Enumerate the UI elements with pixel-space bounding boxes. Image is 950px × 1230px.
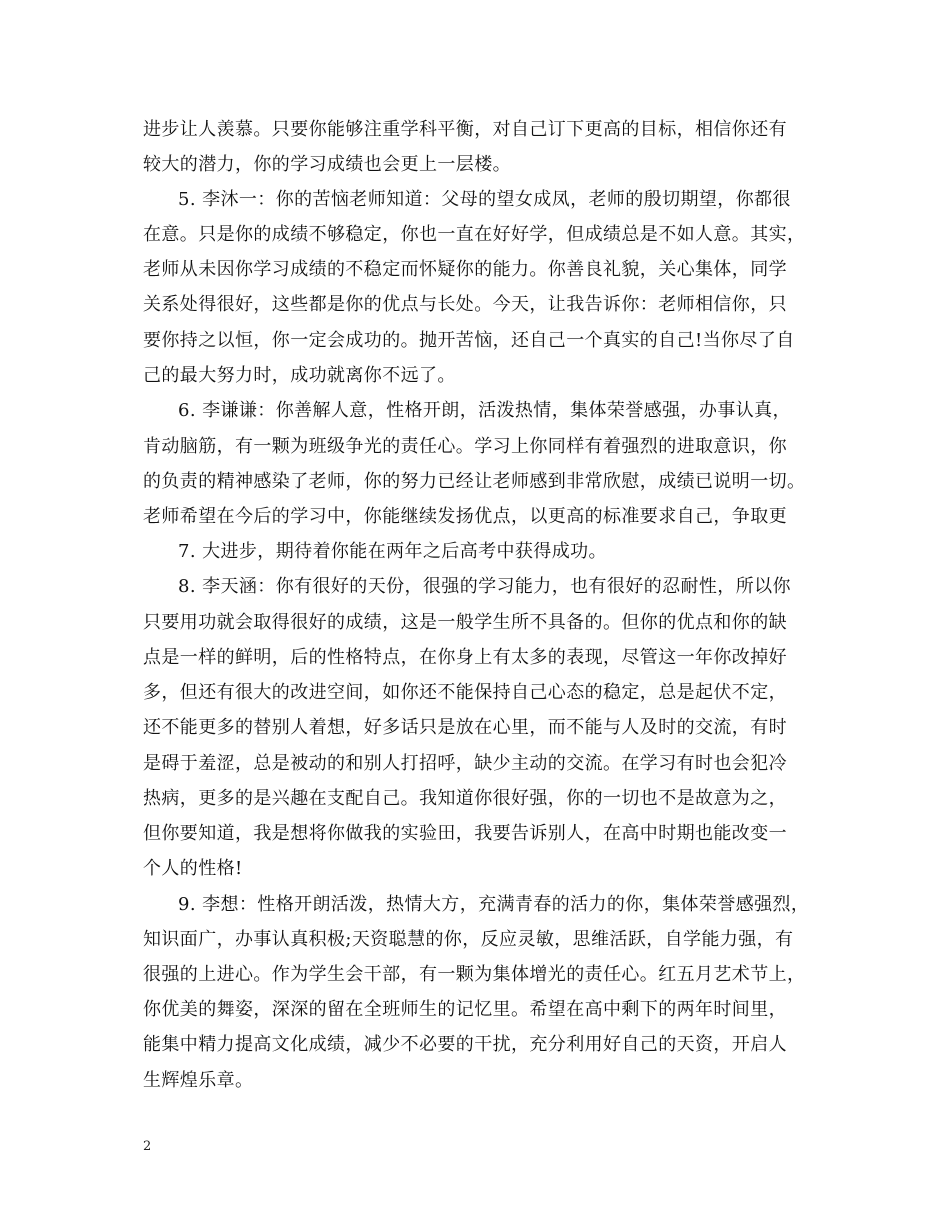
text-line: 的负责的精神感染了老师，你的努力已经让老师感到非常欣慰，成绩已说明一切。: [143, 471, 806, 492]
text-line: 较大的潜力，你的学习成绩也会更上一层楼。: [143, 154, 511, 175]
text-line: 个人的性格!: [143, 858, 243, 879]
text-line: 8. 李天涵：你有很好的天份，很强的学习能力，也有很好的忍耐性，所以你: [178, 576, 791, 597]
text-line: 老师从未因你学习成绩的不稳定而怀疑你的能力。你善良礼貌，关心集体，同学: [143, 259, 787, 280]
text-line: 知识面广，办事认真积极;天资聪慧的你，反应灵敏，思维活跃，自学能力强，有: [143, 929, 794, 950]
text-line: 肯动脑筋，有一颗为班级争光的责任心。学习上你同样有着强烈的进取意识，你: [143, 436, 787, 457]
text-line: 能集中精力提高文化成绩，减少不必要的干扰，充分利用好自己的天资，开启人: [143, 1034, 787, 1055]
text-line: 5. 李沐一：你的苦恼老师知道：父母的望女成凤，老师的殷切期望，你都很: [178, 189, 791, 210]
text-line: 点是一样的鲜明，后的性格特点，在你身上有太多的表现，尽管这一年你改掉好: [143, 647, 787, 668]
text-line: 生辉煌乐章。: [143, 1070, 254, 1091]
text-line: 老师希望在今后的学习中，你能继续发扬优点，以更高的标准要求自己，争取更: [143, 506, 787, 527]
text-line: 7. 大进步，期待着你能在两年之后高考中获得成功。: [178, 541, 607, 562]
text-line: 但你要知道，我是想将你做我的实验田，我要告诉别人，在高中时期也能改变一: [143, 823, 787, 844]
text-line: 只要用功就会取得很好的成绩，这是一般学生所不具备的。但你的优点和你的缺: [143, 612, 787, 633]
text-line: 你优美的舞姿，深深的留在全班师生的记忆里。希望在高中剩下的两年时间里，: [143, 999, 787, 1020]
text-line: 多，但还有很大的改进空间，如你还不能保持自己心态的稳定，总是起伏不定，: [143, 682, 787, 703]
text-line: 热病，更多的是兴趣在支配自己。我知道你很好强，你的一切也不是故意为之，: [143, 788, 787, 809]
text-line: 还不能更多的替别人着想，好多话只是放在心里，而不能与人及时的交流，有时: [143, 717, 787, 738]
text-line: 9. 李想：性格开朗活泼，热情大方，充满青春的活力的你，集体荣誉感强烈，: [178, 894, 810, 915]
text-line: 6. 李谦谦：你善解人意，性格开朗，活泼热情，集体荣誉感强，办事认真，: [178, 400, 791, 421]
text-line: 进步让人羡慕。只要你能够注重学科平衡，对自己订下更高的目标，相信你还有: [143, 119, 787, 140]
text-line: 很强的上进心。作为学生会干部，有一颗为集体增光的责任心。红五月艺术节上，: [143, 964, 806, 985]
text-line: 在意。只是你的成绩不够稳定，你也一直在好好学，但成绩总是不如人意。其实，: [143, 224, 806, 245]
text-line: 己的最大努力时，成功就离你不远了。: [143, 365, 456, 386]
page-number: 2: [143, 1139, 152, 1154]
text-line: 是碍于羞涩，总是被动的和别人打招呼，缺少主动的交流。在学习有时也会犯冷: [143, 753, 787, 774]
text-line: 关系处得很好，这些都是你的优点与长处。今天，让我告诉你：老师相信你，只: [143, 294, 787, 315]
text-line: 要你持之以恒，你一定会成功的。抛开苦恼，还自己一个真实的自己!当你尽了自: [143, 330, 795, 351]
